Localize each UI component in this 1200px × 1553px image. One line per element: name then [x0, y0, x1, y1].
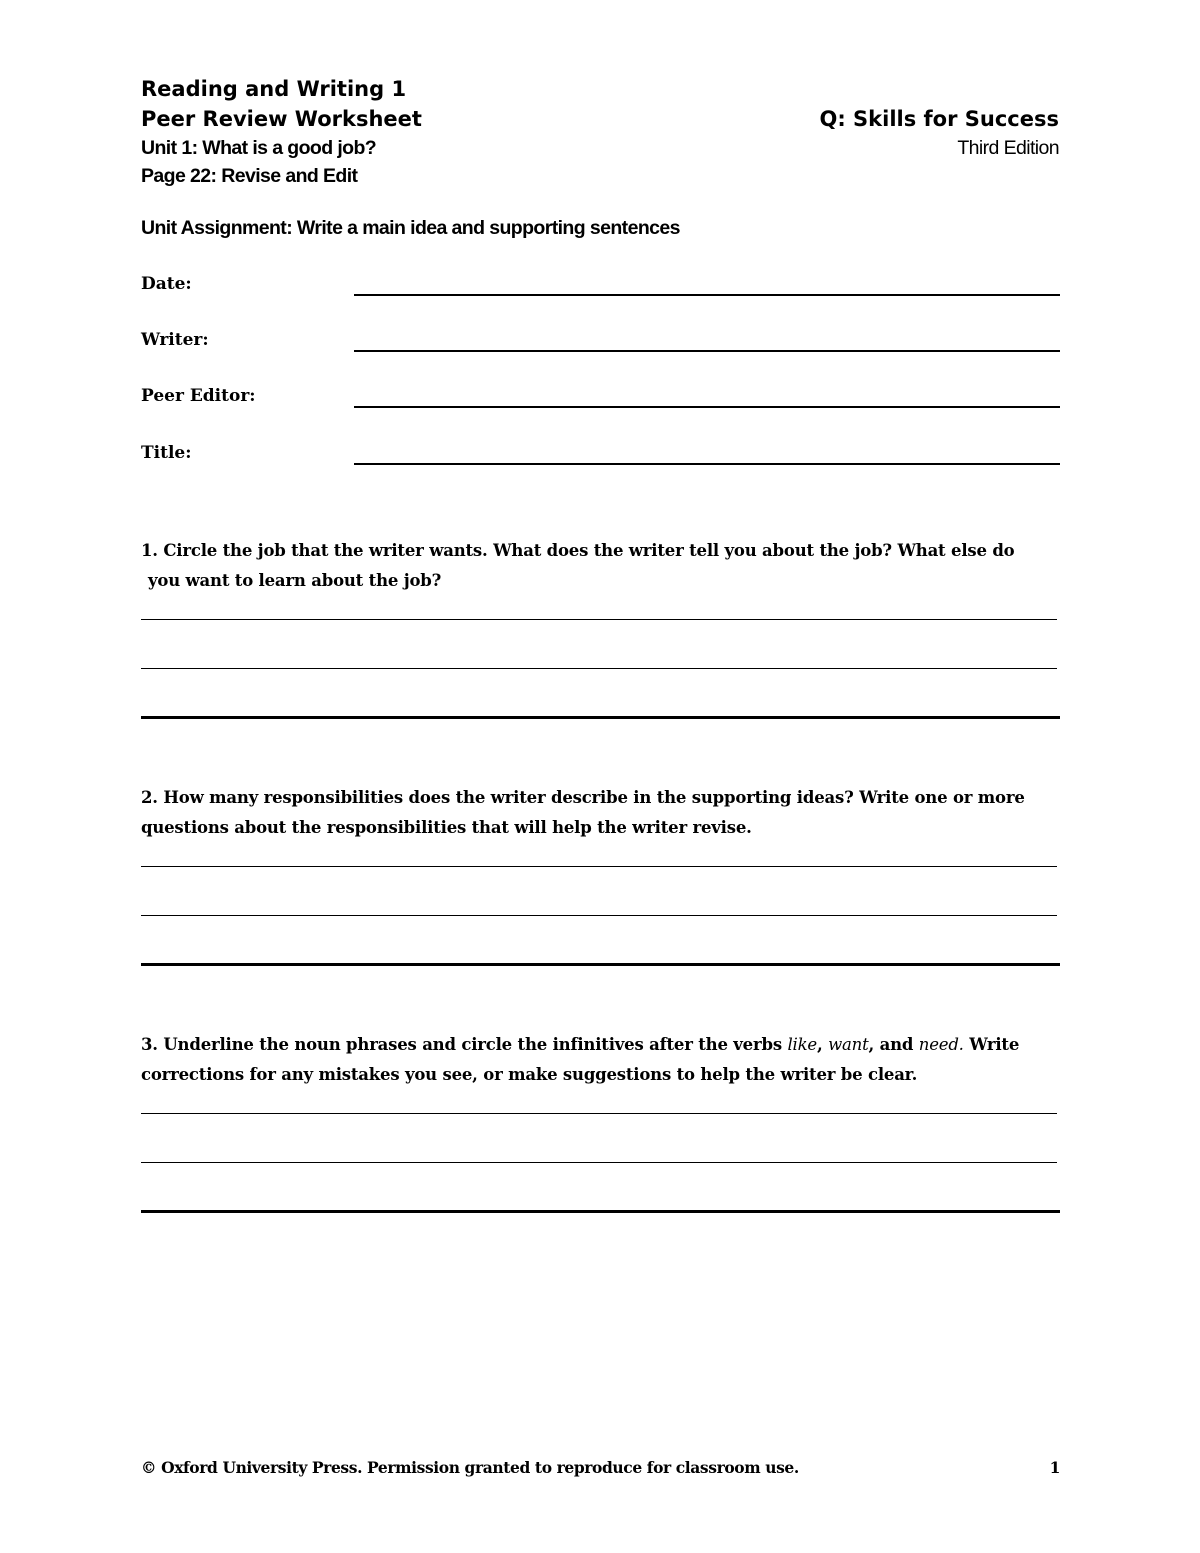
question-3-line-1: [141, 1030, 1060, 1060]
header-left: [141, 74, 422, 190]
brand-title: Q: Skills for Success: [819, 107, 1059, 131]
footer: [141, 1458, 1060, 1486]
verb-like: like: [787, 1035, 817, 1054]
date-write-line[interactable]: [354, 294, 1060, 296]
question-3-answer-line[interactable]: [141, 1162, 1057, 1163]
question-2-line-2: questions about the responsibilities that will help the writer revise.: [141, 818, 752, 837]
question-3-text: 3. Underline the noun phrases and circle the infinitives after the verbs: [141, 1035, 788, 1054]
comma: ,: [816, 1035, 829, 1054]
peer-editor-field-row: [141, 378, 1060, 408]
question-2-answer-line[interactable]: [141, 915, 1057, 916]
title-write-line[interactable]: [354, 463, 1060, 465]
header-right: [819, 104, 1059, 162]
verb-need: need.: [918, 1035, 964, 1054]
verb-want: want: [828, 1035, 869, 1054]
peer-editor-write-line[interactable]: [354, 406, 1060, 408]
question-2-answer-line[interactable]: [141, 866, 1057, 867]
question-3-line-2: corrections for any mistakes you see, or make suggestions to help the writer be clear.: [141, 1065, 918, 1084]
question-1-line-1: 1. Circle the job that the writer wants. What does the writer tell you about the job? What else do: [141, 541, 1015, 560]
question-1-answer-line[interactable]: [141, 619, 1057, 620]
writer-label: Writer:: [141, 330, 209, 350]
date-field-row: [141, 266, 1060, 296]
question-3: [141, 1030, 1060, 1090]
title-field-row: [141, 435, 1060, 465]
question-1-answer-line[interactable]: [141, 716, 1060, 719]
question-3-answer-line[interactable]: [141, 1113, 1057, 1114]
writer-write-line[interactable]: [354, 350, 1060, 352]
edition-label: Third Edition: [957, 137, 1059, 159]
question-2-answer-line[interactable]: [141, 963, 1060, 966]
title-label: Title:: [141, 443, 192, 463]
page-number: 1: [1049, 1458, 1060, 1477]
page-reference: Page 22: Revise and Edit: [141, 165, 358, 187]
question-1-answer-line[interactable]: [141, 668, 1057, 669]
copyright-notice: © Oxford University Press. Permission granted to reproduce for classroom use.: [141, 1458, 799, 1477]
course-title: Reading and Writing 1: [141, 77, 407, 101]
question-1: [141, 536, 1060, 596]
question-3-write: Write: [963, 1035, 1020, 1054]
writer-field-row: [141, 322, 1060, 352]
unit-title: Unit 1: What is a good job?: [141, 137, 377, 159]
question-2-line-1: 2. How many responsibilities does the writer describe in the supporting ideas? Write one or more: [141, 788, 1025, 807]
question-2: [141, 783, 1060, 843]
question-1-line-2: you want to learn about the job?: [148, 571, 442, 590]
date-label: Date:: [141, 274, 192, 294]
unit-assignment: Unit Assignment: Write a main idea and supporting sentences: [141, 217, 680, 239]
conjunction: , and: [868, 1035, 919, 1054]
worksheet-title: Peer Review Worksheet: [141, 107, 422, 131]
peer-editor-label: Peer Editor:: [141, 386, 256, 406]
question-3-answer-line[interactable]: [141, 1210, 1060, 1213]
